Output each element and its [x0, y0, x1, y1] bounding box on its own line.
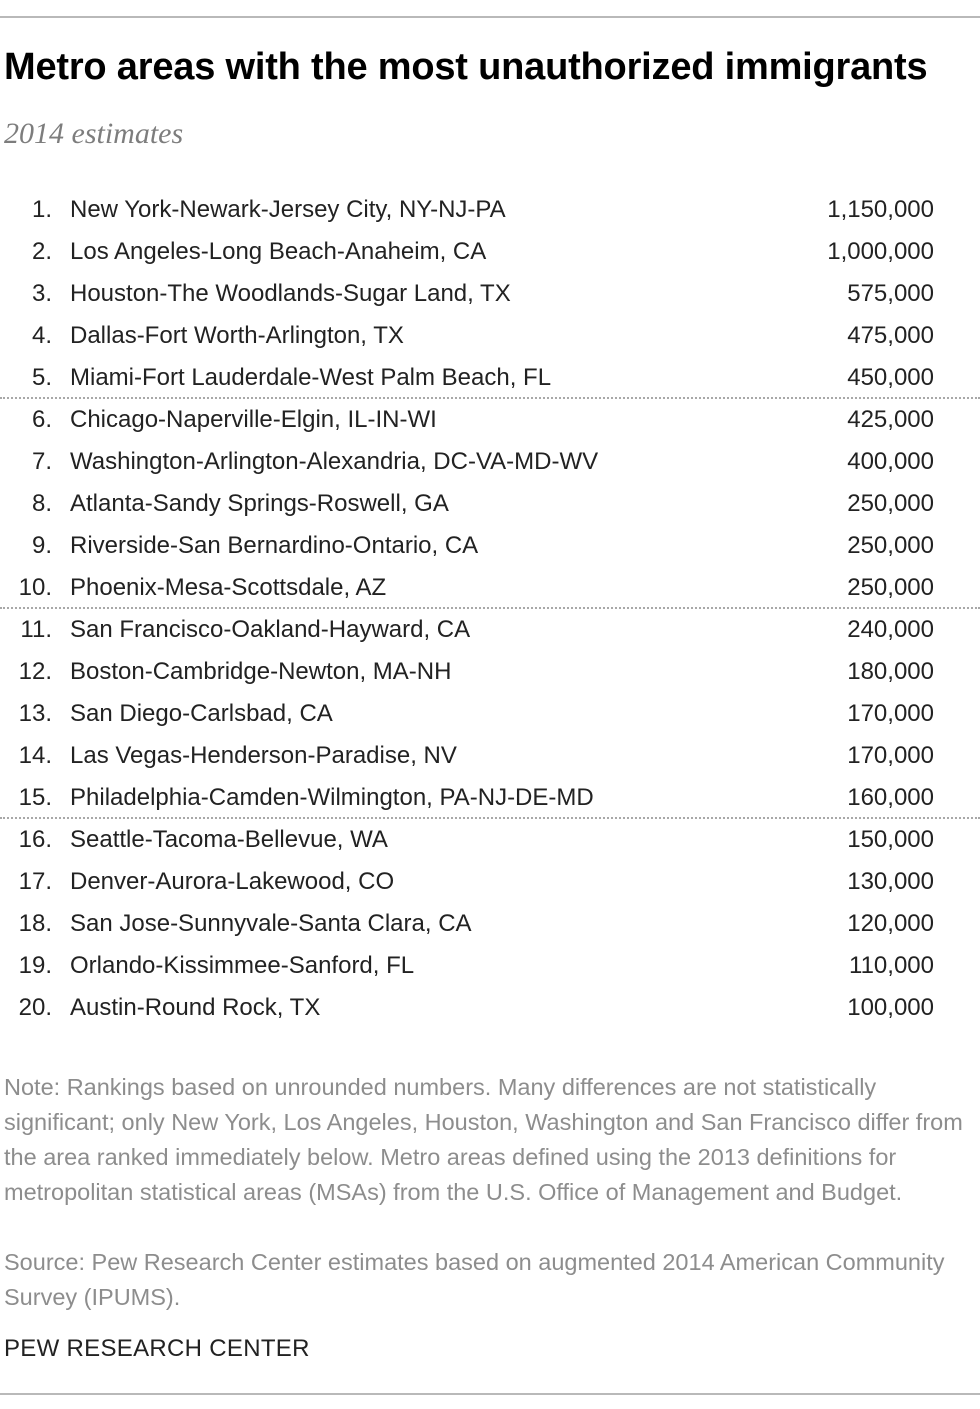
- chart-subtitle: 2014 estimates: [4, 117, 184, 150]
- metro-name: Houston-The Woodlands-Sugar Land, TX: [70, 280, 511, 307]
- brand-logo-text: PEW RESEARCH CENTER: [4, 1335, 310, 1362]
- table-row: [0, 567, 980, 609]
- table-row: [0, 651, 980, 693]
- rank-label: 11.: [20, 616, 52, 643]
- immigrant-count: 120,000: [847, 910, 934, 937]
- immigrant-count: 110,000: [849, 952, 934, 979]
- immigrant-count: 575,000: [847, 280, 934, 307]
- rank-label: 3.: [31, 280, 52, 307]
- table-row: [0, 777, 980, 819]
- table-row: [0, 525, 980, 567]
- rank-label: 10.: [18, 574, 52, 601]
- metro-name: Orlando-Kissimmee-Sanford, FL: [70, 952, 415, 979]
- rank-label: 7.: [31, 448, 52, 475]
- immigrant-count: 1,000,000: [827, 238, 934, 265]
- immigrant-count: 475,000: [847, 322, 934, 349]
- note-text: Note: Rankings based on unrounded numbers. Many differences are not statistically significant; only New York, Los Angeles, Houston, Washington and San Francisco differ from the area ranked immediately below. Metro areas defined using the 2013 definitions for metropolitan statistical areas (MSAs) from the U.S. Office of Management and Budget.: [4, 1074, 963, 1205]
- table-row: [0, 189, 980, 231]
- table-row: [0, 273, 980, 315]
- rank-label: 2.: [31, 238, 52, 265]
- rank-label: 13.: [18, 700, 52, 727]
- immigrant-count: 250,000: [847, 532, 934, 559]
- table-row: [0, 483, 980, 525]
- immigrant-count: 250,000: [847, 574, 934, 601]
- metro-name: San Francisco-Oakland-Hayward, CA: [70, 616, 471, 643]
- immigrant-count: 150,000: [847, 826, 934, 853]
- table-row: [0, 903, 980, 945]
- rank-label: 16.: [18, 826, 52, 853]
- rank-label: 8.: [31, 490, 52, 517]
- metro-name: Atlanta-Sandy Springs-Roswell, GA: [70, 490, 449, 517]
- metro-name: Dallas-Fort Worth-Arlington, TX: [70, 322, 404, 349]
- immigrant-count: 240,000: [847, 616, 934, 643]
- metro-name: Los Angeles-Long Beach-Anaheim, CA: [70, 238, 487, 265]
- rank-label: 9.: [31, 532, 52, 559]
- metro-name: Denver-Aurora-Lakewood, CO: [70, 868, 395, 895]
- metro-name: Phoenix-Mesa-Scottsdale, AZ: [70, 574, 387, 601]
- chart-title: Metro areas with the most unauthorized immigrants: [4, 46, 928, 88]
- immigrant-count: 400,000: [847, 448, 934, 475]
- table-row: [0, 693, 980, 735]
- rank-label: 18.: [18, 910, 52, 937]
- immigrant-count: 180,000: [847, 658, 934, 685]
- metro-name: Boston-Cambridge-Newton, MA-NH: [70, 658, 452, 685]
- metro-name: Austin-Round Rock, TX: [70, 994, 321, 1021]
- top-rule: [0, 16, 980, 18]
- metro-name: Washington-Arlington-Alexandria, DC-VA-MD-WV: [70, 448, 599, 475]
- metro-name: Las Vegas-Henderson-Paradise, NV: [70, 742, 457, 769]
- table-row: [0, 357, 980, 399]
- table-row: [0, 945, 980, 987]
- rank-label: 19.: [18, 952, 52, 979]
- immigrant-count: 160,000: [847, 784, 934, 811]
- metro-name: San Jose-Sunnyvale-Santa Clara, CA: [70, 910, 472, 937]
- table-row: [0, 819, 980, 861]
- table-row: [0, 441, 980, 483]
- immigrant-count: 450,000: [847, 364, 934, 391]
- table-row: [0, 861, 980, 903]
- immigrant-count: 170,000: [847, 700, 934, 727]
- rank-label: 12.: [18, 658, 52, 685]
- metro-name: Riverside-San Bernardino-Ontario, CA: [70, 532, 479, 559]
- table-row: [0, 735, 980, 777]
- immigrant-count: 1,150,000: [827, 196, 934, 223]
- table-row: [0, 231, 980, 273]
- metro-table: [0, 189, 980, 1029]
- immigrant-count: 100,000: [847, 994, 934, 1021]
- source-text: Source: Pew Research Center estimates based on augmented 2014 American Community Survey (IPUMS).: [4, 1249, 945, 1310]
- rank-label: 4.: [31, 322, 52, 349]
- rank-label: 17.: [18, 868, 52, 895]
- rank-label: 6.: [31, 406, 52, 433]
- table-row: [0, 399, 980, 441]
- immigrant-count: 170,000: [847, 742, 934, 769]
- bottom-rule: [0, 1393, 980, 1395]
- metro-name: New York-Newark-Jersey City, NY-NJ-PA: [70, 196, 506, 223]
- table-row: [0, 315, 980, 357]
- rank-label: 20.: [18, 994, 52, 1021]
- table-row: [0, 987, 980, 1029]
- immigrant-count: 250,000: [847, 490, 934, 517]
- metro-name: Miami-Fort Lauderdale-West Palm Beach, FL: [70, 364, 552, 391]
- rank-label: 5.: [31, 364, 52, 391]
- immigrant-count: 130,000: [847, 868, 934, 895]
- metro-name: San Diego-Carlsbad, CA: [70, 700, 333, 727]
- rank-label: 15.: [18, 784, 52, 811]
- rank-label: 1.: [31, 196, 52, 223]
- metro-name: Chicago-Naperville-Elgin, IL-IN-WI: [70, 406, 437, 433]
- metro-name: Seattle-Tacoma-Bellevue, WA: [70, 826, 388, 853]
- rank-label: 14.: [18, 742, 52, 769]
- metro-name: Philadelphia-Camden-Wilmington, PA-NJ-DE-MD: [70, 784, 594, 811]
- table-row: [0, 609, 980, 651]
- immigrant-count: 425,000: [847, 406, 934, 433]
